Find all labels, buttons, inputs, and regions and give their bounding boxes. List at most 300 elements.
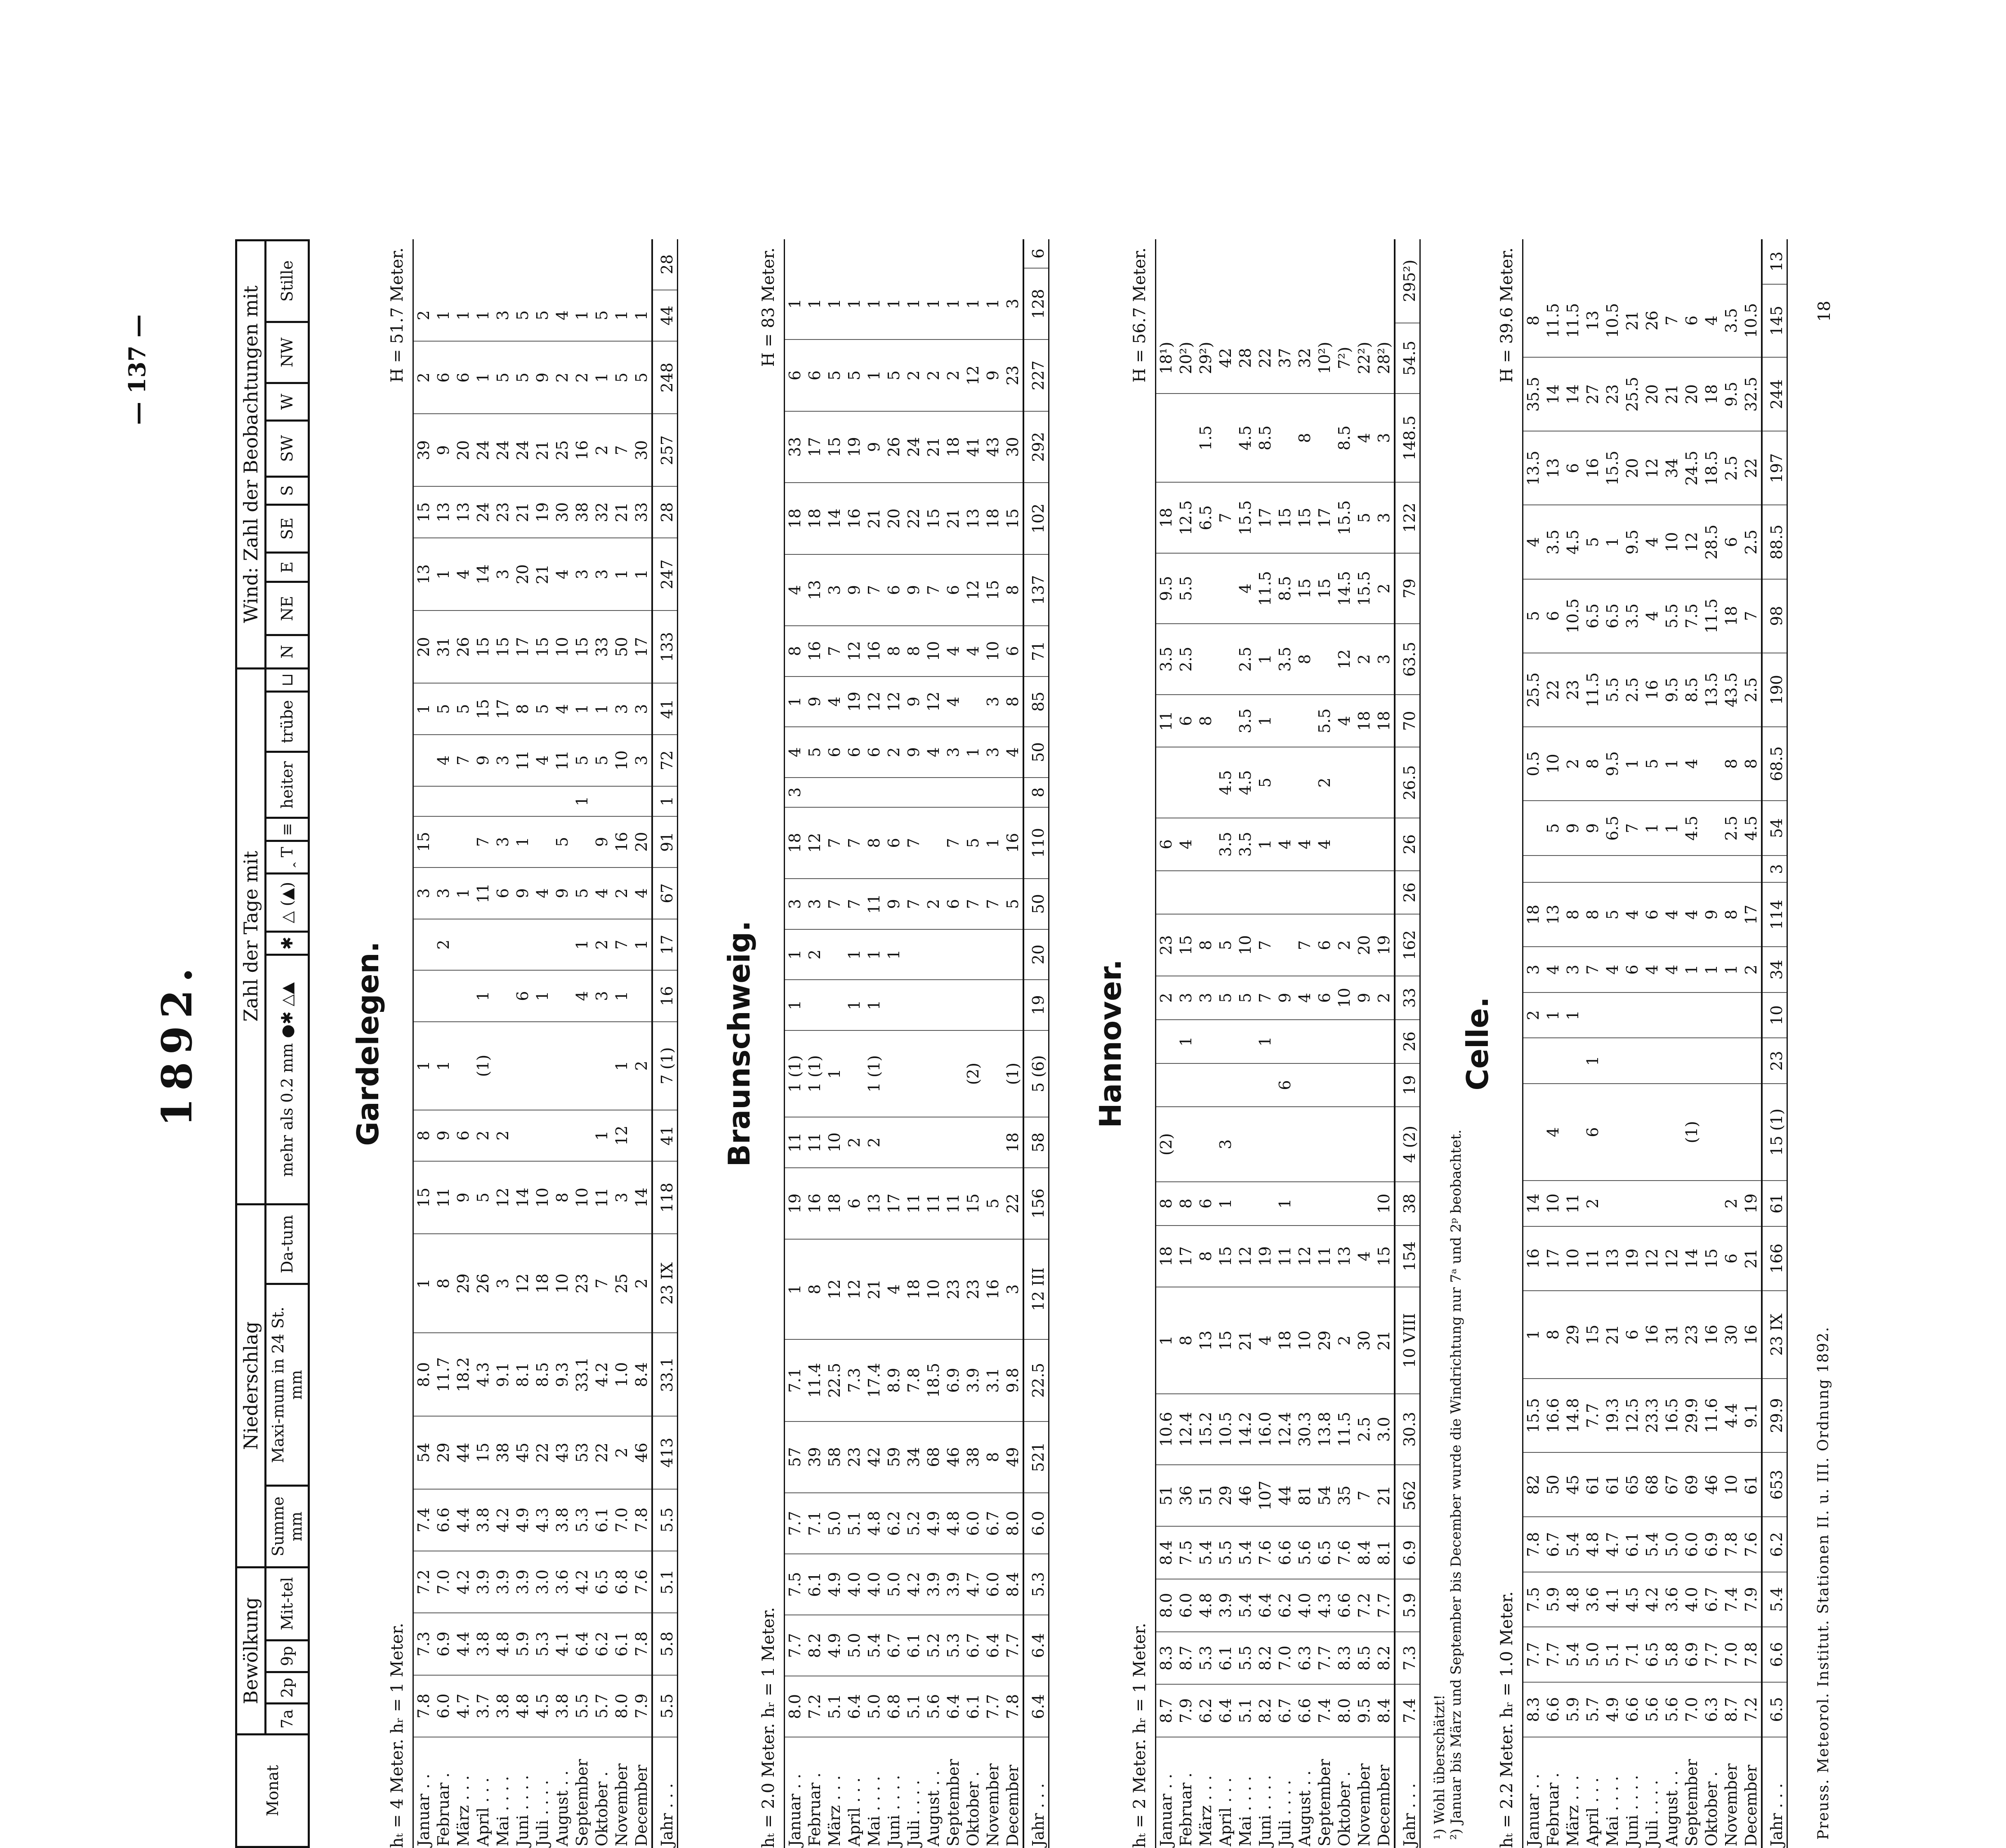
table-cell [1315,871,1334,915]
table-cell: 15.5 [1603,431,1622,505]
table-cell: 5.9 [1543,1572,1563,1627]
table-cell [434,970,453,1022]
table-cell: 1 [1603,505,1622,579]
table-cell: 19.3 [1603,1379,1622,1452]
table-cell [983,1117,1003,1168]
table-cell: 23 [943,1239,963,1339]
table-cell: 5.8 [1662,1627,1682,1682]
table-cell: 5.0 [825,1493,844,1554]
table-cell: 110 [1023,807,1049,879]
table-cell: 8.0 [1334,1684,1354,1737]
table-cell: 51 [1196,1465,1216,1527]
table-cell: 1 [413,1022,434,1110]
table-cell: 5 [1354,482,1374,553]
table-cell: 9 [592,816,612,868]
table-cell: 5.4 [1235,1526,1255,1579]
table-cell: 12 [825,1239,844,1339]
table-cell: 15 [983,554,1003,626]
table-cell [1642,1038,1662,1084]
table-cell: 14 [1543,357,1563,431]
table-cell: 3.1 [983,1339,1003,1421]
table-cell: 4 [825,676,844,727]
table-cell: 5.1 [844,1493,864,1554]
table-cell [1642,856,1662,882]
table-cell: 6.7 [963,1615,983,1676]
table-cell: 15 [1295,482,1315,553]
year-label: Jahr . . . [652,1737,678,1848]
table-cell: 162 [1395,914,1420,976]
table-cell [983,929,1003,980]
table-cell: 2.5 [1721,431,1741,505]
table-cell: 23 [844,1421,864,1493]
table-cell: 67 [1662,1452,1682,1517]
month-label: Juni . . . . [885,1775,903,1846]
table-cell: 7 [844,879,864,929]
table-cell: 9 [884,879,904,929]
table-cell [1315,1063,1334,1107]
table-cell: 1 [1662,801,1682,856]
table-cell: 6.9 [1682,1627,1702,1682]
month-label: November [1722,1763,1740,1846]
table-cell [943,1117,963,1168]
table-cell: 17 [632,610,652,683]
table-cell: 5 [1216,976,1235,1020]
table-cell: 7.8 [632,1613,652,1675]
table-row [1315,239,1334,1848]
table-cell [1702,1084,1721,1181]
table-cell: 28 [652,487,678,538]
table-cell: 5 [592,290,612,342]
table-row [1275,239,1295,1848]
table-cell: 6 [1583,1084,1603,1181]
table-cell: 2 [924,339,943,411]
table-cell: 18 [1702,357,1721,431]
table-cell: 12 [1682,505,1702,579]
table-cell: 18 [1354,695,1374,747]
table-cell: 4.7 [1603,1517,1622,1572]
table-cell: 2 [864,1117,884,1168]
month-label: April . . . [1584,1777,1602,1846]
table-cell [1216,624,1235,694]
table-cell: 4.5 [1682,801,1702,856]
table-cell: 12 [924,676,943,727]
table-cell: 4.9 [825,1615,844,1676]
footer-publisher: Preuss. Meteorol. Institut. Stationen II. u. III. Ordnung 1892. [1815,1326,1832,1840]
table-cell [493,970,513,1022]
table-cell: 7 [1255,976,1275,1020]
table-cell: 4.4 [453,1489,473,1551]
table-cell [1334,818,1354,871]
table-cell: 16.0 [1255,1394,1275,1464]
table-cell: 3 [1563,947,1583,992]
table-cell: 38 [572,487,592,538]
table-cell [1176,394,1196,482]
table-cell: 23 IX [1762,1291,1787,1379]
table-cell [1196,1020,1216,1063]
table-cell: 4.3 [533,1489,552,1551]
table-cell: 6 [785,339,805,411]
station-title: Celle. [1460,997,1495,1091]
table-cell: 18 [983,483,1003,554]
table-cell: 18 [533,1234,552,1333]
table-cell: 24.5 [1682,431,1702,505]
table-cell: 8.0 [612,1675,632,1737]
table-cell: 18 [943,411,963,483]
col-schnee: ✱ [266,932,309,955]
table-cell: 11 [1583,1226,1603,1291]
table-cell: 43 [983,411,1003,483]
table-cell: 61 [1603,1452,1622,1517]
table-cell: 4.8 [1196,1579,1216,1632]
table-cell: 8.1 [513,1333,533,1416]
table-cell: 6.2 [1275,1579,1295,1632]
table-cell: 3.9 [473,1551,493,1613]
table-cell: 2 [434,919,453,971]
table-cell: 39 [805,1421,825,1493]
table-cell [1702,801,1721,856]
table-cell: 6 [943,554,963,626]
table-cell: 3 [1374,482,1395,553]
table-cell [453,919,473,971]
table-cell: 29 [1315,1287,1334,1394]
table-cell: 7.1 [785,1339,805,1421]
table-row [1255,239,1275,1848]
table-cell [1295,1063,1315,1107]
table-cell [1622,1181,1642,1226]
table-cell: 15.2 [1196,1394,1216,1464]
month-label: Februar . [1544,1773,1562,1846]
table-cell: 16 [864,626,884,676]
table-cell: 8 [1563,882,1583,947]
table-cell: 2 [473,1110,493,1162]
table-cell: 32.5 [1741,357,1762,431]
table-cell [1603,1181,1622,1226]
table-cell [552,1022,572,1110]
table-cell: 2 [904,339,924,411]
table-cell: 247 [652,538,678,610]
table-cell: 10.6 [1156,1394,1176,1464]
table-cell [1354,1107,1374,1181]
table-row [805,239,825,1848]
table-cell [1003,980,1023,1030]
table-row [943,239,963,1848]
table-cell: 3 [1374,624,1395,694]
table-cell: 23.3 [1642,1379,1662,1452]
month-label: December [1742,1765,1760,1846]
table-cell: 11.5 [1702,579,1721,653]
table-cell [1523,856,1544,882]
table-cell: 9.3 [552,1333,572,1416]
table-row [864,239,884,1848]
table-cell: 5.0 [1662,1517,1682,1572]
table-cell [1334,1182,1354,1226]
table-cell: 5.5 [572,1675,592,1737]
table-cell: 59 [884,1421,904,1493]
table-cell: 6.5 [1196,482,1216,553]
table-cell: 5 [983,1168,1003,1239]
table-cell: 7 [1255,914,1275,976]
table-cell: 3 [1216,1107,1235,1181]
table-cell: 18 [904,1239,924,1339]
table-cell: 43 [552,1416,572,1489]
month-label: Oktober . [964,1771,982,1846]
table-cell: 7.2 [413,1551,434,1613]
table-cell: 29 [434,1416,453,1489]
table-cell: 4 [1682,882,1702,947]
table-cell: 32 [592,487,612,538]
table-cell: 42 [1216,323,1235,394]
table-cell: 44 [453,1416,473,1489]
table-cell: 6 [513,970,533,1022]
table-cell: 23 [572,1234,592,1333]
table-cell: 1 [1543,992,1563,1038]
table-cell: 32 [1295,323,1315,394]
table-cell: 28.5 [1702,505,1721,579]
month-label: März . . . [454,1775,472,1846]
table-cell [493,786,513,816]
table-cell: 122 [1395,482,1420,553]
table-cell: 1 [1583,1038,1603,1084]
table-cell: 7.8 [904,1339,924,1421]
month-label: Juli . . . . [533,1780,552,1846]
table-cell: 562 [1395,1465,1420,1527]
table-cell: 2.5 [1176,624,1196,694]
table-cell: 12 [1295,1226,1315,1287]
table-cell [1662,1038,1682,1084]
table-cell: 156 [1023,1168,1049,1239]
table-cell [1295,1107,1315,1181]
table-cell: 22 [592,1416,612,1489]
table-cell: 8 [1721,882,1741,947]
table-cell: 1.5 [1196,394,1216,482]
table-cell: 1 [963,727,983,778]
table-cell: 7 (1) [652,1022,678,1110]
table-row [1523,239,1544,1848]
table-cell: 6.7 [1543,1517,1563,1572]
table-cell [1642,1084,1662,1181]
table-cell [963,929,983,980]
table-cell: 11 [1156,695,1176,747]
month-label: Juni . . . . [1256,1775,1274,1846]
table-cell: 10 [1543,1181,1563,1226]
header-bewoelkung: Bewölkung [236,1567,266,1734]
table-cell: 1 [1216,1182,1235,1226]
table-cell: 1 [943,268,963,339]
table-cell: 3 [612,683,632,735]
table-cell: 3 [413,867,434,919]
table-cell: 23 [493,487,513,538]
table-cell: 2 [943,339,963,411]
table-cell: 29 [453,1234,473,1333]
table-cell: 15 [1374,1226,1395,1287]
table-row [572,239,592,1848]
table-cell: 38 [963,1421,983,1493]
table-cell [612,786,632,816]
table-cell: 1 [785,929,805,980]
table-cell: 6.0 [1682,1517,1702,1572]
table-cell [1315,1182,1334,1226]
table-cell: 26 [473,1234,493,1333]
table-cell: 4 [1295,818,1315,871]
table-cell: 15.5 [1354,553,1374,624]
table-cell: 16 [983,1239,1003,1339]
table-cell: 9.5 [1662,653,1682,727]
table-cell: 20 [884,483,904,554]
table-cell: 18 [1374,695,1395,747]
table-cell: 7.3 [413,1613,434,1675]
table-cell: 36 [1176,1465,1196,1527]
month-label: Mai . . . . [494,1776,512,1846]
table-cell: 2.5 [1622,653,1642,727]
month-label: December [632,1765,651,1846]
table-cell [1255,871,1275,915]
table-cell: 3.5 [1543,505,1563,579]
table-cell: 5.4 [1642,1517,1662,1572]
table-row [1295,239,1315,1848]
station-heights [388,239,407,1848]
station-elevation: H = 51.7 Meter. [388,248,407,383]
table-cell: 6.5 [1603,579,1622,653]
table-cell: 12 [1334,624,1354,694]
table-cell: 8 [805,1239,825,1339]
table-cell: 9 [864,411,884,483]
table-cell: 30.3 [1395,1394,1420,1464]
table-cell: 4.7 [963,1554,983,1615]
table-cell: 5.3 [1023,1554,1049,1615]
table-cell: 2 [1563,727,1583,801]
month-label: Februar . [1177,1773,1195,1846]
table-cell: 44 [652,290,678,342]
table-cell [1216,871,1235,915]
table-cell: 9.5 [1354,1684,1374,1737]
table-cell: 15 [1275,482,1295,553]
table-cell: 19 [844,411,864,483]
table-cell: 21 [513,487,533,538]
table-cell: 19 [1374,914,1395,976]
table-cell: 1 [473,290,493,342]
table-cell [1374,1107,1395,1181]
table-cell: 4.0 [844,1554,864,1615]
table-cell [434,816,453,868]
table-cell [1662,1181,1682,1226]
table-cell [1176,1063,1196,1107]
table-cell: 10 [983,626,1003,676]
table-cell: 20 [413,610,434,683]
table-cell [1662,992,1682,1038]
table-cell: 1 [1563,992,1583,1038]
table-cell: 4 [1642,505,1662,579]
table-cell: 5 [844,339,864,411]
table-cell: 3.9 [963,1339,983,1421]
table-cell [1196,1063,1216,1107]
table-cell: 5 (6) [1023,1030,1049,1117]
month-label: Februar . [434,1773,453,1846]
table-cell: 12 [844,1239,864,1339]
table-cell: 23 [1003,339,1023,411]
table-row [1374,239,1395,1848]
table-cell: 5 [825,339,844,411]
table-cell: 19 [1741,1181,1762,1226]
table-row [1682,239,1702,1848]
table-cell: 7.0 [1275,1632,1295,1685]
table-cell: 17.4 [864,1339,884,1421]
table-cell: 6.6 [1275,1526,1295,1579]
table-row [1563,239,1583,1848]
table-cell [1721,1084,1741,1181]
table-cell: 5.1 [825,1676,844,1737]
table-cell: 8 [983,1421,1003,1493]
table-cell: 7 [825,879,844,929]
table-cell: 16 [1642,1291,1662,1379]
table-cell: 15 [825,411,844,483]
table-cell [943,1030,963,1117]
table-cell: 5 [884,339,904,411]
table-cell: 13 [1762,239,1787,284]
col-summe-label: Summe [269,1496,287,1556]
table-cell: 1 [413,683,434,735]
table-cell: 6 [844,1168,864,1239]
table-cell: 7.6 [1741,1517,1762,1572]
table-cell: 1 [924,268,943,339]
table-cell: 2 [632,1022,652,1110]
table-cell: 3.5 [1156,624,1176,694]
table-cell: 4 [453,538,473,610]
table-cell [1176,871,1196,915]
col-maximum-unit: mm [287,1370,305,1400]
table-cell: 8 [1003,554,1023,626]
table-cell: 3.9 [924,1554,943,1615]
table-cell: 15 [493,610,513,683]
table-cell [884,1030,904,1117]
table-cell: 5.5 [1176,553,1196,624]
table-cell: 12 [513,1234,533,1333]
table-cell: 7.4 [1315,1684,1334,1737]
table-cell: 6.0 [434,1675,453,1737]
table-cell: 2 [1721,1181,1741,1226]
table-cell: 53 [572,1416,592,1489]
table-cell [1662,856,1682,882]
page-year: 1892. [153,960,201,1127]
table-cell: 2 [1334,914,1354,976]
table-cell: 46 [1235,1465,1255,1527]
table-cell: 9 [1583,801,1603,856]
station-data-table [1522,239,1788,1848]
table-cell: 33 [785,411,805,483]
table-cell [1563,1084,1583,1181]
table-cell: 6 [1315,976,1334,1020]
table-cell: 30 [1003,411,1023,483]
table-cell: 7.0 [434,1551,453,1613]
table-cell [904,929,924,980]
table-cell: 13.5 [1523,431,1544,505]
table-cell: 1 [1702,947,1721,992]
table-cell: 4.7 [453,1675,473,1737]
station-elevation: H = 39.6 Meter. [1497,248,1516,383]
table-cell: 20 [1682,357,1702,431]
table-cell: 8 [1196,695,1216,747]
table-cell: 8.0 [785,1676,805,1737]
table-cell: 6 [434,341,453,414]
table-cell [844,778,864,807]
table-cell: 6.4 [1023,1676,1049,1737]
table-cell: 1 [652,786,678,816]
table-cell: 5 [552,816,572,868]
table-cell: 12 [1662,1226,1682,1291]
table-cell: 11 [864,879,884,929]
table-cell: 14 [825,483,844,554]
table-cell: 7.7 [785,1615,805,1676]
table-cell: 9 [513,867,533,919]
